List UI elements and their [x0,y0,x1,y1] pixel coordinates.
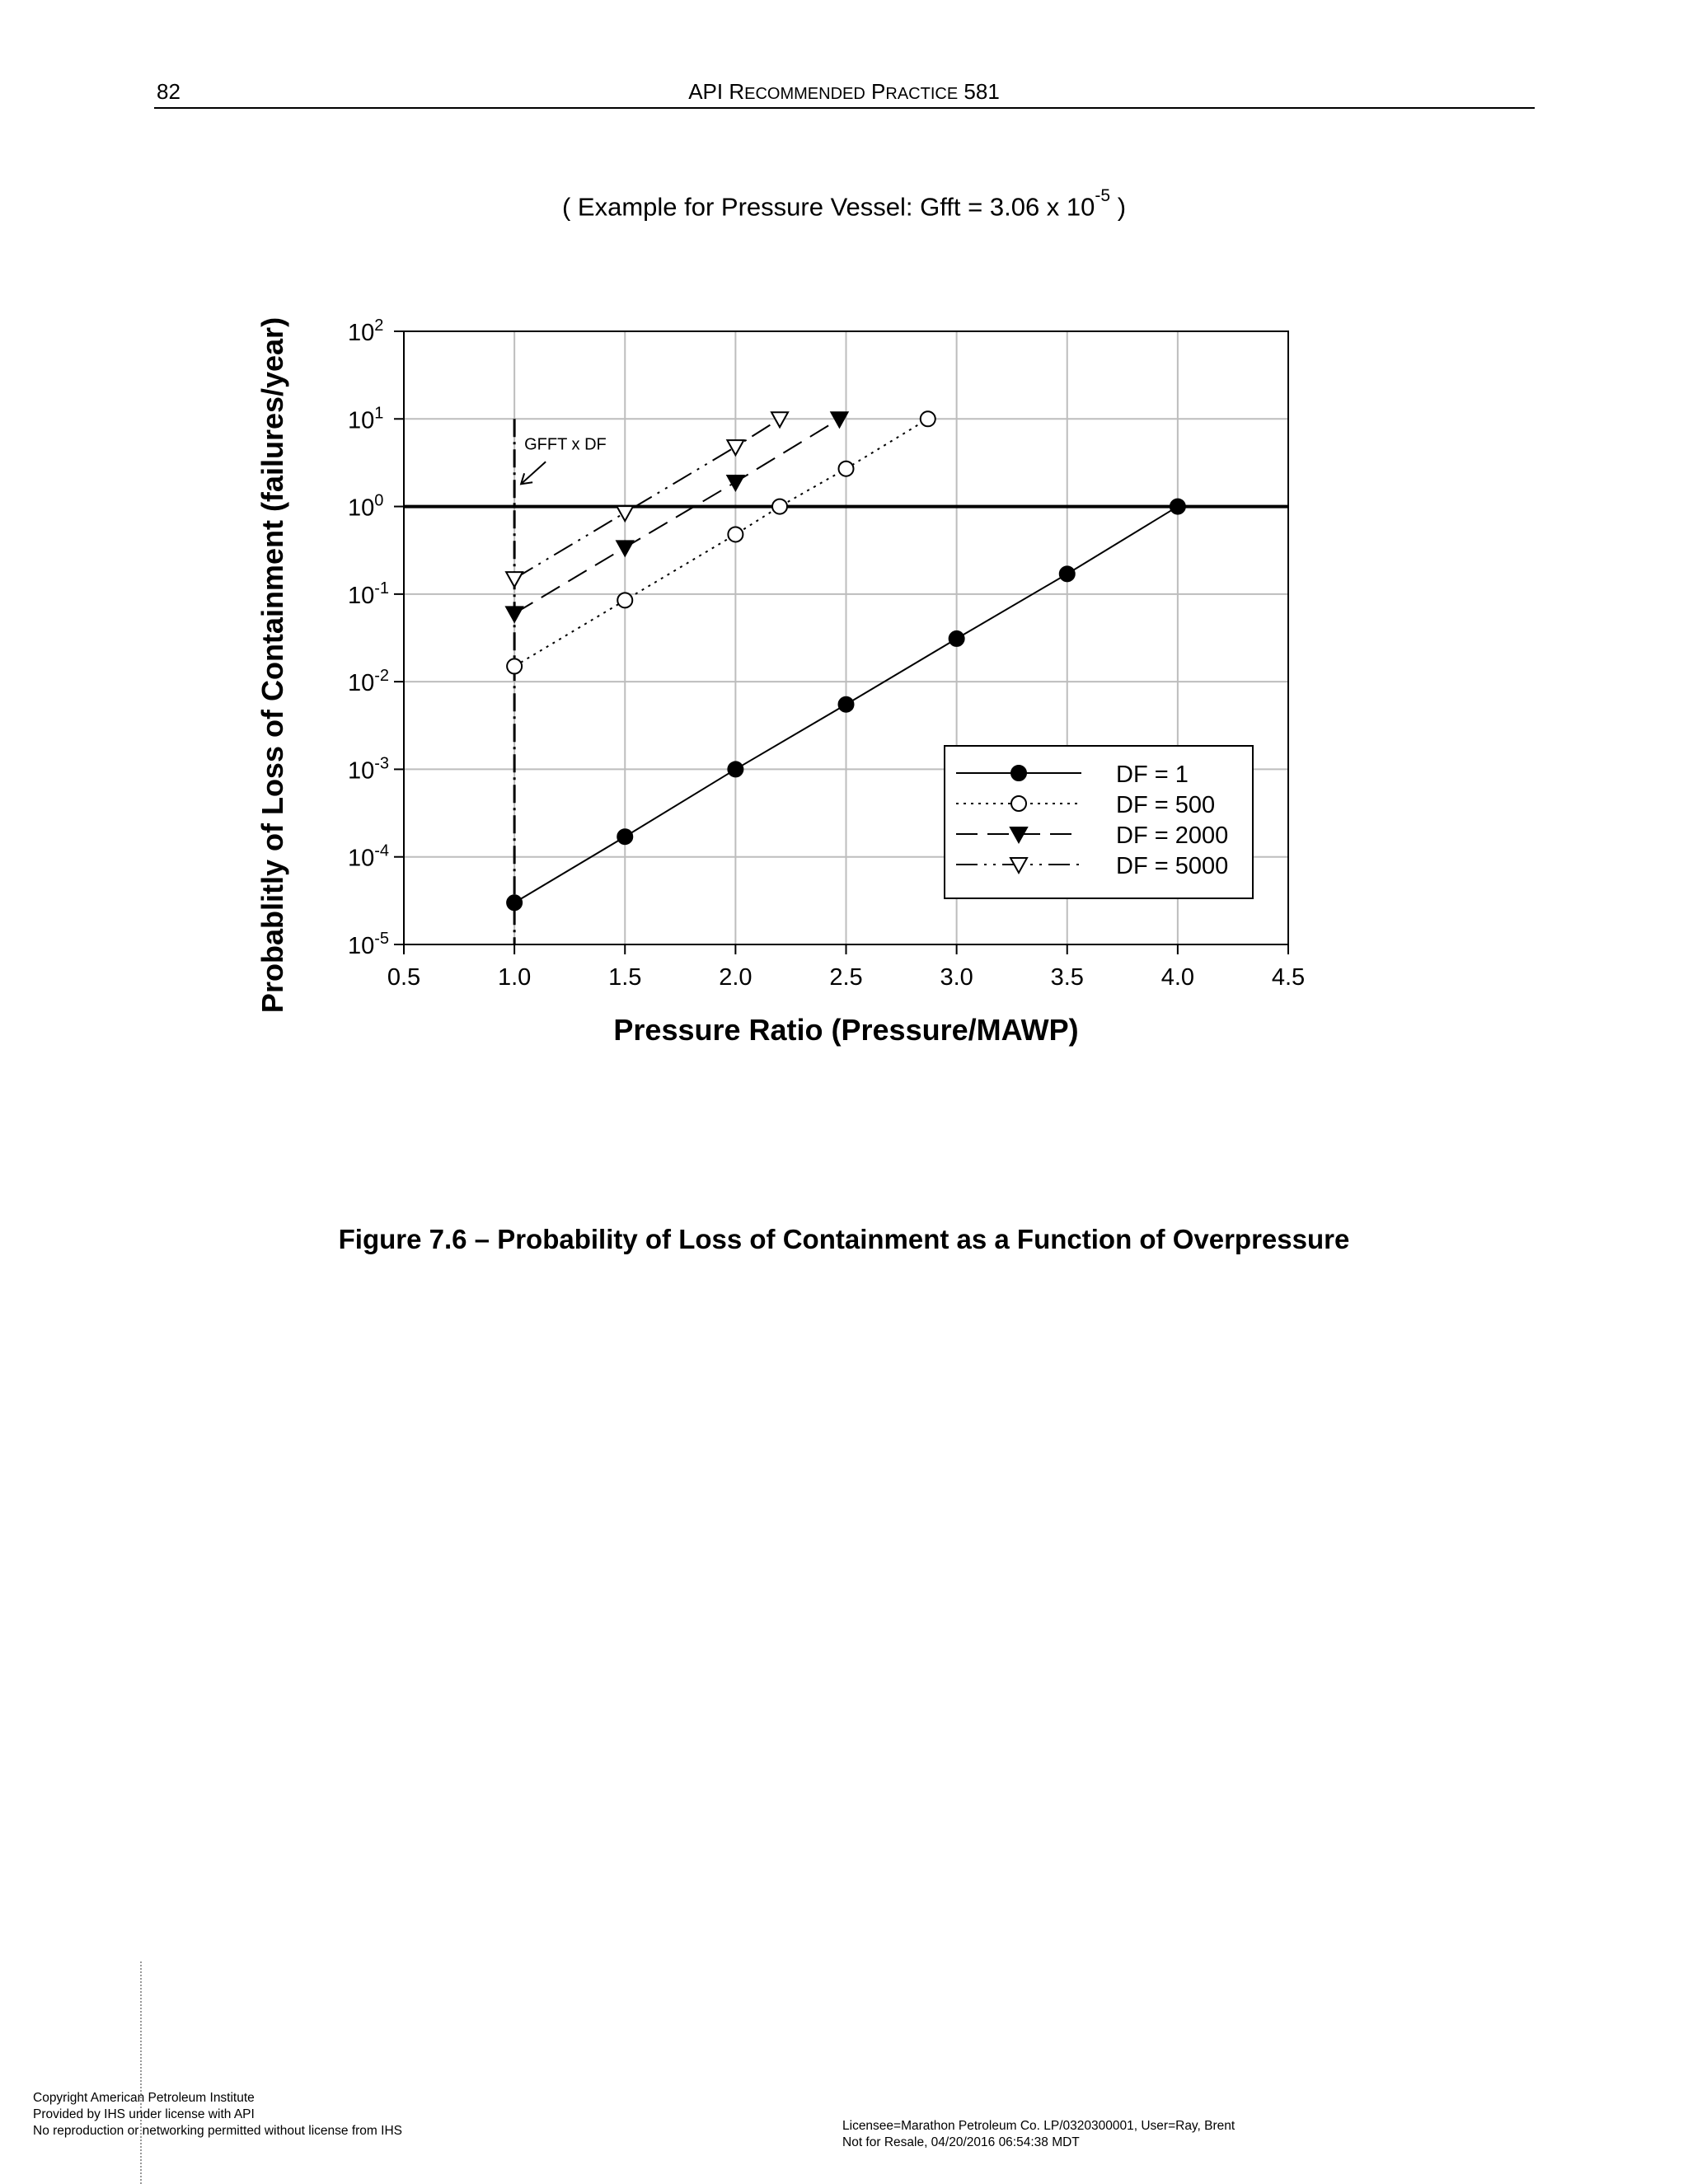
footer-line: Provided by IHS under license with API [33,2107,255,2121]
data-point [727,476,743,490]
x-tick-label: 0.5 [387,964,421,991]
y-tick-label: $10^{-2}$ [348,667,390,697]
x-tick-label: 1.0 [497,964,532,991]
data-point [728,762,743,776]
data-point [1011,766,1026,780]
data-point [617,829,632,844]
data-point [617,506,633,521]
data-point [727,440,743,455]
x-tick-label: 1.5 [608,964,642,991]
page-number: 82 [157,79,181,104]
footer-line: Not for Resale, 04/20/2016 06:54:38 MDT [842,2135,1080,2149]
x-axis-label: Pressure Ratio (Pressure/MAWP) [613,1013,1079,1047]
header-title-part: P [865,79,886,104]
data-point [507,895,522,910]
data-point [1170,499,1185,514]
footer-copyright [33,2090,402,2139]
legend-label: DF = 5000 [1116,853,1229,879]
y-tick-label: $10^0$ [348,491,384,522]
x-tick-label: 2.5 [829,964,863,991]
header-title-smallcaps: ECOMMENDED [744,85,865,103]
x-tick-label: 4.5 [1271,964,1306,991]
header-title-smallcaps: RACTICE [885,85,959,103]
y-tick-label: $10^{-5}$ [348,930,390,959]
data-point [1011,796,1026,811]
data-point [839,462,854,476]
header-title-part: API R [688,79,745,104]
footer-line: Copyright American Petroleum Institute [33,2091,255,2105]
y-tick-label: $10^1$ [348,404,384,434]
data-point [839,697,854,712]
y-tick-label: $10^{-3}$ [348,754,390,785]
example-note-suffix: ) [1110,192,1127,222]
data-point [772,499,787,514]
y-tick-label: $10^{-4}$ [348,841,390,872]
data-point [617,593,632,607]
header-title-part: 581 [958,79,1000,104]
data-point [617,541,633,555]
y-axis-label: Probablitly of Loss of Containment (failures/year) [256,316,289,1014]
data-point [506,572,523,587]
example-note-exponent: -5 [1095,186,1111,205]
y-tick-label: $10^{-1}$ [348,579,390,609]
data-point [921,411,935,426]
footer-dotted-line [140,1961,142,2184]
footer-line: No reproduction or networking permitted without license from IHS [33,2124,402,2138]
x-tick-label: 4.0 [1160,964,1195,991]
legend [945,746,1253,898]
footer-line: Licensee=Marathon Petroleum Co. LP/0320300001, User=Ray, Brent [842,2119,1236,2133]
x-tick-label: 3.0 [940,964,973,991]
figure-caption: Figure 7.6 – Probability of Loss of Containment as a Function of Overpressure [338,1224,1350,1254]
data-point [950,631,964,646]
data-point [1060,566,1075,581]
data-point [728,527,743,541]
x-tick-label: 2.0 [719,964,753,991]
footer-license [842,2118,1235,2151]
reference-arrow-shaft [521,462,546,484]
legend-label: DF = 500 [1116,792,1216,818]
overpressure-chart [0,0,1688,1071]
x-tick-label: 3.5 [1050,964,1084,991]
legend-label: DF = 2000 [1116,823,1229,849]
example-note-prefix: ( Example for Pressure Vessel: Gfft = 3.06 x 10 [561,192,1095,222]
legend-label: DF = 1 [1116,762,1189,788]
data-point [506,607,523,621]
data-point [507,658,522,673]
y-tick-label: $10^2$ [348,316,384,346]
reference-line-label: GFFT x DF [524,435,607,454]
